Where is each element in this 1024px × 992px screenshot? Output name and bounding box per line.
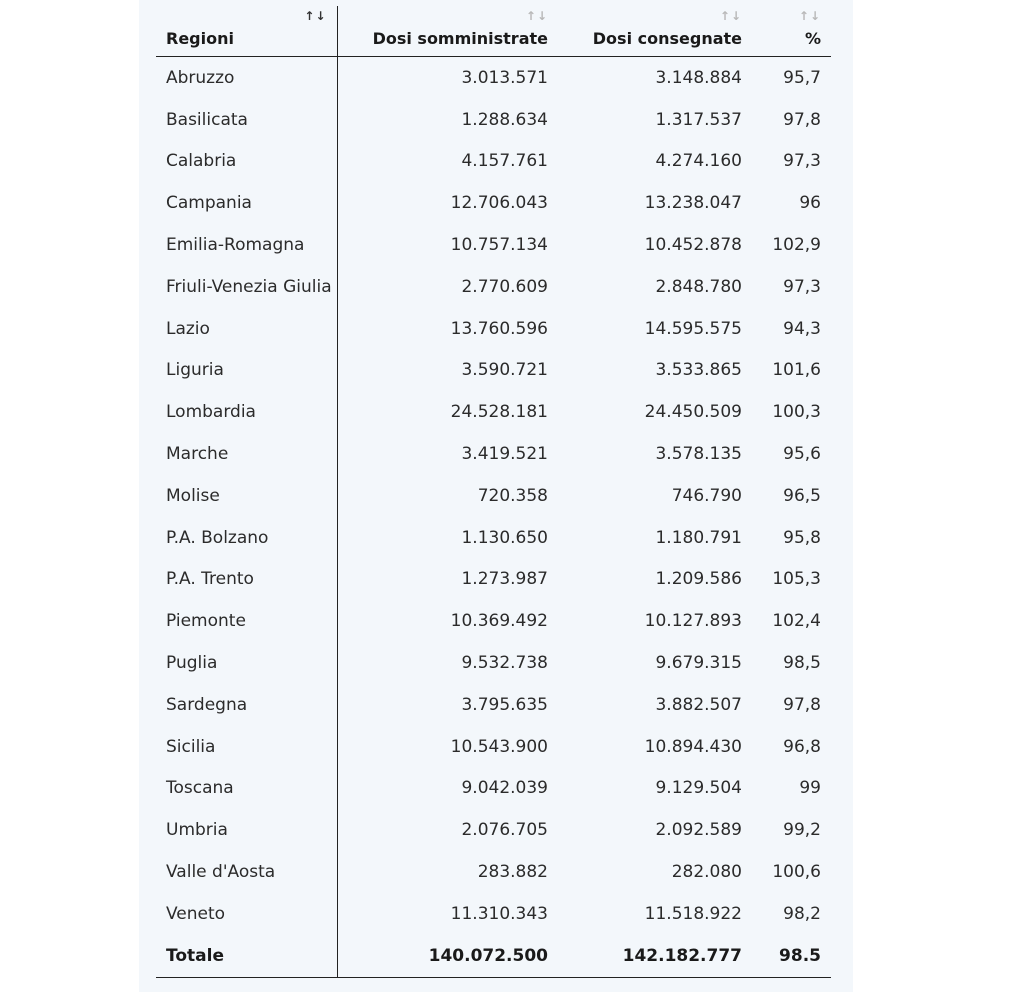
cell-dosi-consegnate: 11.518.922 xyxy=(644,903,742,924)
cell-dosi-somministrate: 9.042.039 xyxy=(337,768,558,810)
cell-regione: P.A. Bolzano xyxy=(166,527,269,548)
cell-dosi-consegnate: 1.180.791 xyxy=(655,527,742,548)
column-header-label: % xyxy=(804,29,821,48)
cell-dosi-consegnate: 10.127.893 xyxy=(644,611,742,632)
cell-regione: Basilicata xyxy=(166,109,248,130)
cell-regione: Veneto xyxy=(166,903,226,924)
table-row xyxy=(156,266,831,308)
table-row xyxy=(156,600,831,642)
table-row xyxy=(156,182,831,224)
table-row xyxy=(156,893,831,935)
table-header xyxy=(156,6,831,57)
cell-dosi-consegnate: 282.080 xyxy=(671,862,742,883)
cell-dosi-somministrate: 10.543.900 xyxy=(337,726,558,768)
cell-percentuale: 97,8 xyxy=(783,694,821,715)
cell-dosi-somministrate: 13.760.596 xyxy=(337,308,558,350)
column-header-percentuale[interactable] xyxy=(752,6,831,57)
cell-percentuale: 100,3 xyxy=(772,402,821,423)
cell-percentuale: 98,2 xyxy=(783,903,821,924)
cell-dosi-somministrate: 2.076.705 xyxy=(337,809,558,851)
cell-regione: Lombardia xyxy=(166,402,256,423)
table-row xyxy=(156,768,831,810)
cell-regione: Lazio xyxy=(166,318,210,339)
cell-regione: Valle d'Aosta xyxy=(166,862,276,883)
column-header-regioni[interactable] xyxy=(156,6,337,57)
table-row xyxy=(156,559,831,601)
cell-regione: Umbria xyxy=(166,820,228,841)
cell-dosi-somministrate: 1.288.634 xyxy=(337,99,558,141)
table-row xyxy=(156,475,831,517)
cell-percentuale: 94,3 xyxy=(783,318,821,339)
table-row xyxy=(156,851,831,893)
cell-dosi-somministrate: 3.013.571 xyxy=(337,57,558,99)
cell-regione: Liguria xyxy=(166,360,224,381)
cell-dosi-somministrate: 3.590.721 xyxy=(337,350,558,392)
cell-regione: Sardegna xyxy=(166,694,248,715)
cell-dosi-consegnate: 10.894.430 xyxy=(644,736,742,757)
vaccine-doses-table xyxy=(156,6,831,978)
cell-regione: Emilia-Romagna xyxy=(166,235,305,256)
cell-regione: Abruzzo xyxy=(166,67,235,88)
cell-dosi-consegnate: 9.129.504 xyxy=(655,778,742,799)
cell-dosi-consegnate: 2.092.589 xyxy=(655,820,742,841)
cell-percentuale: 95,6 xyxy=(783,444,821,465)
cell-regione: Sicilia xyxy=(166,736,216,757)
cell-dosi-somministrate: 283.882 xyxy=(337,851,558,893)
table-row xyxy=(156,726,831,768)
total-row xyxy=(156,935,831,978)
header-row xyxy=(156,6,831,57)
cell-dosi-consegnate: 10.452.878 xyxy=(644,235,742,256)
table-body xyxy=(156,57,831,935)
cell-percentuale: 95,8 xyxy=(783,527,821,548)
cell-dosi-somministrate: 1.273.987 xyxy=(337,559,558,601)
total-dosi-consegnate: 142.182.777 xyxy=(558,935,752,978)
cell-dosi-consegnate: 4.274.160 xyxy=(655,151,742,172)
column-header-label: Dosi consegnate xyxy=(592,29,742,48)
cell-regione: Toscana xyxy=(166,778,234,799)
table-footer xyxy=(156,935,831,978)
cell-dosi-consegnate: 24.450.509 xyxy=(644,402,742,423)
cell-dosi-somministrate: 10.757.134 xyxy=(337,224,558,266)
column-header-label: Regioni xyxy=(166,29,234,48)
total-dosi-somministrate: 140.072.500 xyxy=(337,935,558,978)
cell-regione: Piemonte xyxy=(166,611,246,632)
cell-regione: Campania xyxy=(166,193,252,214)
cell-percentuale: 99 xyxy=(799,778,821,799)
cell-regione: Puglia xyxy=(166,653,218,674)
cell-dosi-consegnate: 2.848.780 xyxy=(655,276,742,297)
cell-dosi-somministrate: 10.369.492 xyxy=(337,600,558,642)
cell-percentuale: 99,2 xyxy=(783,820,821,841)
cell-percentuale: 95,7 xyxy=(783,67,821,88)
cell-dosi-consegnate: 3.578.135 xyxy=(655,444,742,465)
table-row xyxy=(156,684,831,726)
table-row xyxy=(156,308,831,350)
cell-percentuale: 102,9 xyxy=(772,235,821,256)
cell-percentuale: 105,3 xyxy=(772,569,821,590)
cell-dosi-consegnate: 13.238.047 xyxy=(644,193,742,214)
cell-dosi-consegnate: 3.148.884 xyxy=(655,67,742,88)
cell-dosi-somministrate: 12.706.043 xyxy=(337,182,558,224)
table-row xyxy=(156,57,831,99)
cell-percentuale: 96,5 xyxy=(783,485,821,506)
cell-regione: Friuli-Venezia Giulia xyxy=(166,276,332,297)
table-row xyxy=(156,433,831,475)
cell-regione: Calabria xyxy=(166,151,237,172)
cell-dosi-consegnate: 9.679.315 xyxy=(655,653,742,674)
cell-dosi-somministrate: 9.532.738 xyxy=(337,642,558,684)
cell-percentuale: 96 xyxy=(799,193,821,214)
table-row xyxy=(156,391,831,433)
cell-dosi-somministrate: 720.358 xyxy=(337,475,558,517)
cell-dosi-consegnate: 1.317.537 xyxy=(655,109,742,130)
cell-percentuale: 96,8 xyxy=(783,736,821,757)
cell-dosi-somministrate: 24.528.181 xyxy=(337,391,558,433)
cell-dosi-somministrate: 3.795.635 xyxy=(337,684,558,726)
cell-dosi-consegnate: 14.595.575 xyxy=(644,318,742,339)
cell-dosi-consegnate: 3.533.865 xyxy=(655,360,742,381)
cell-regione: Marche xyxy=(166,444,229,465)
cell-dosi-somministrate: 11.310.343 xyxy=(337,893,558,935)
cell-percentuale: 97,3 xyxy=(783,151,821,172)
cell-dosi-consegnate: 746.790 xyxy=(671,485,742,506)
cell-dosi-somministrate: 3.419.521 xyxy=(337,433,558,475)
column-header-label: Dosi somministrate xyxy=(372,29,548,48)
cell-dosi-somministrate: 2.770.609 xyxy=(337,266,558,308)
cell-percentuale: 102,4 xyxy=(772,611,821,632)
cell-percentuale: 98,5 xyxy=(783,653,821,674)
table-row xyxy=(156,517,831,559)
cell-dosi-somministrate: 4.157.761 xyxy=(337,141,558,183)
table-row xyxy=(156,224,831,266)
cell-percentuale: 97,8 xyxy=(783,109,821,130)
table-row xyxy=(156,350,831,392)
total-label: Totale xyxy=(156,935,337,978)
column-header-dosi-consegnate[interactable] xyxy=(558,6,752,57)
sort-arrows-icon[interactable]: ↑↓ xyxy=(798,9,821,23)
cell-percentuale: 100,6 xyxy=(772,862,821,883)
total-percentuale: 98.5 xyxy=(752,935,831,978)
cell-regione: Molise xyxy=(166,485,220,506)
cell-dosi-consegnate: 3.882.507 xyxy=(655,694,742,715)
sort-arrows-icon[interactable]: ↑↓ xyxy=(304,9,327,23)
sort-arrows-icon[interactable]: ↑↓ xyxy=(719,9,742,23)
cell-dosi-somministrate: 1.130.650 xyxy=(337,517,558,559)
sort-arrows-icon[interactable]: ↑↓ xyxy=(525,9,548,23)
table-row xyxy=(156,642,831,684)
cell-dosi-consegnate: 1.209.586 xyxy=(655,569,742,590)
table-row xyxy=(156,141,831,183)
cell-regione: P.A. Trento xyxy=(166,569,254,590)
table-row xyxy=(156,99,831,141)
column-header-dosi-somministrate[interactable] xyxy=(337,6,558,57)
table-row xyxy=(156,809,831,851)
cell-percentuale: 97,3 xyxy=(783,276,821,297)
cell-percentuale: 101,6 xyxy=(772,360,821,381)
